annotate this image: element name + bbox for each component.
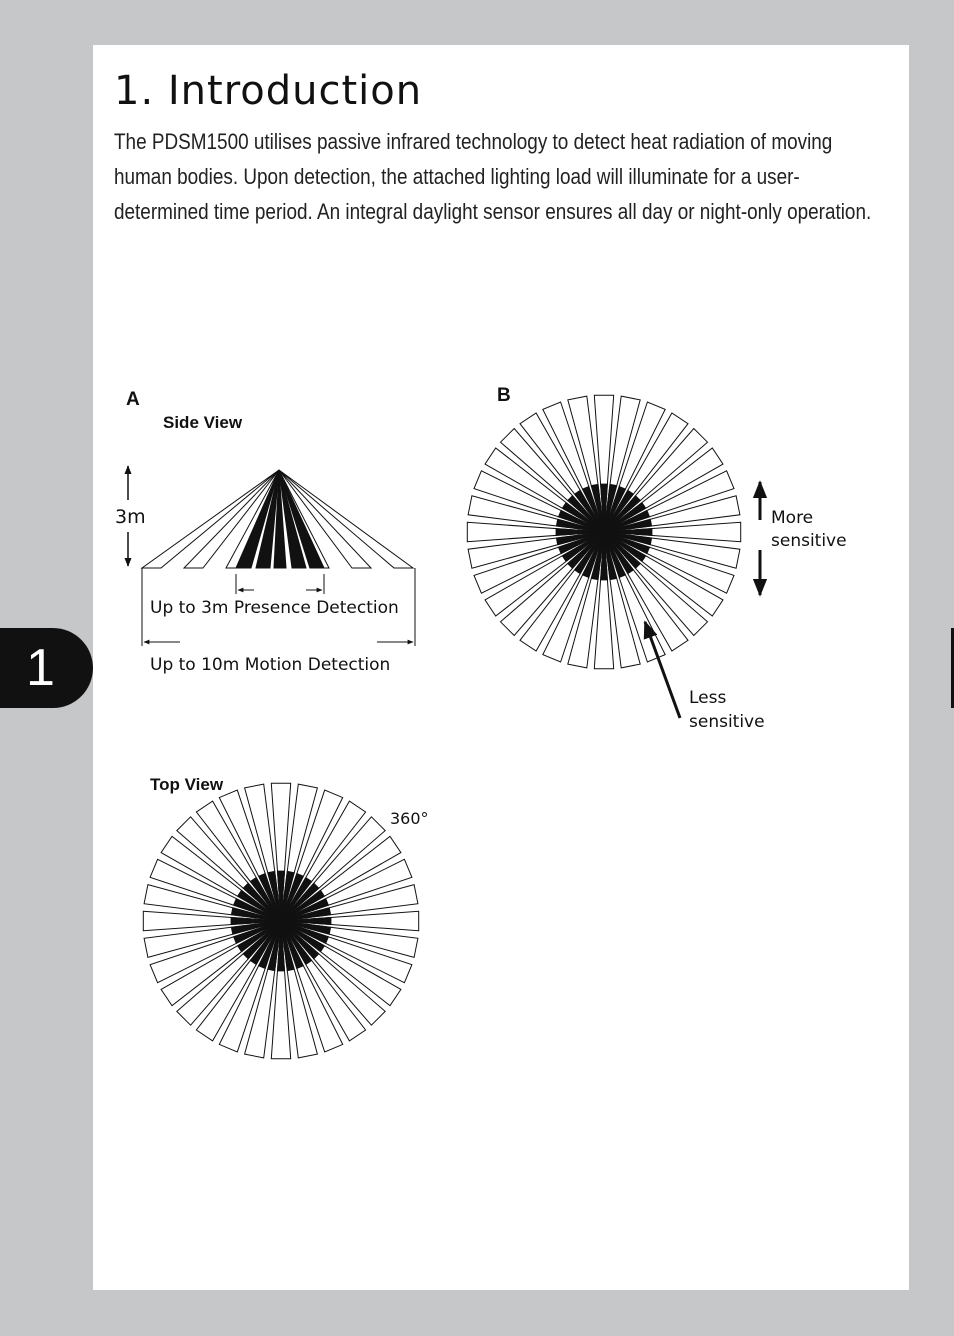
page-title: 1. Introduction xyxy=(114,68,423,114)
intro-paragraph: The PDSM1500 utilises passive infrared technology to detect heat radiation of moving human bodies. Upon detection, the attached lighting load will illuminate for a user-determined time period. An integral daylight sensor ensures all day or night-only operation. xyxy=(114,129,872,224)
height-label: 3m xyxy=(115,506,146,528)
side-view-diagram xyxy=(115,389,415,675)
top-view-title: Top View xyxy=(150,775,224,794)
sensitivity-diagram xyxy=(467,385,846,732)
top-view-diagram xyxy=(143,775,428,1059)
side-view-fan xyxy=(142,470,413,568)
more-sensitive-label-2: sensitive xyxy=(771,531,847,551)
presence-detection-label: Up to 3m Presence Detection xyxy=(150,598,399,618)
motion-detection-label: Up to 10m Motion Detection xyxy=(150,655,391,675)
less-sensitive-label-1: Less xyxy=(689,688,727,708)
more-sensitive-label-1: More xyxy=(771,508,814,528)
angle-label: 360° xyxy=(390,809,429,828)
top-view-radial-pattern xyxy=(143,783,418,1058)
sensitivity-radial-pattern xyxy=(467,395,740,668)
chapter-tab-number: 1 xyxy=(26,639,55,697)
side-view-title: Side View xyxy=(163,413,243,432)
less-sensitive-label-2: sensitive xyxy=(689,712,765,732)
figure-b-letter: B xyxy=(497,385,511,406)
figure-a-letter: A xyxy=(126,389,140,410)
